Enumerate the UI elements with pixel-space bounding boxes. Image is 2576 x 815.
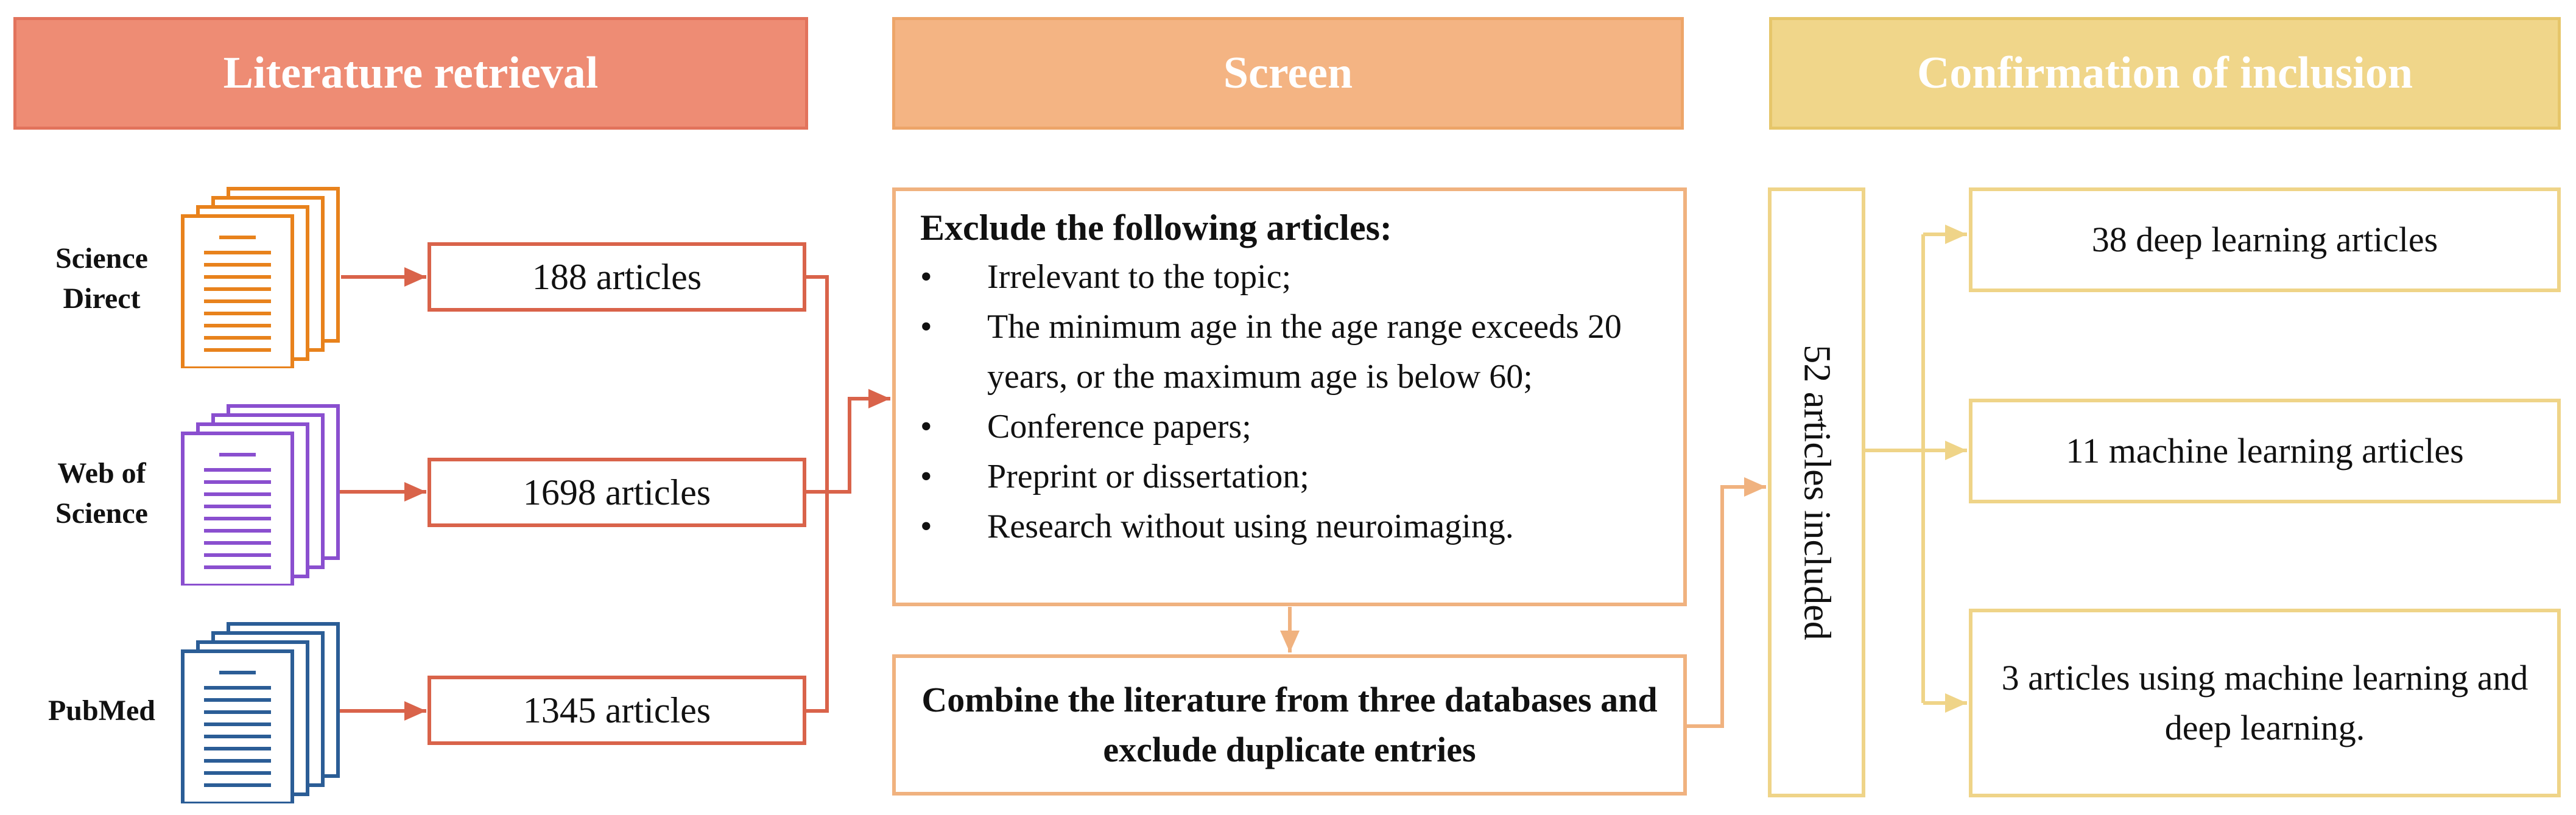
count-sciencedirect: 188 articles (428, 242, 806, 312)
db-name-sciencedirect-text: Science Direct (55, 242, 148, 315)
header-literature-retrieval: Literature retrieval (13, 17, 808, 130)
exclusion-title: Exclude the following articles: (920, 208, 1392, 248)
db-name-webofscience (13, 453, 190, 534)
exclusion-item: • Conference papers; (920, 402, 1666, 452)
header-confirmation-of-inclusion: Confirmation of inclusion (1769, 17, 2561, 130)
count-webofscience: 1698 articles (428, 458, 806, 527)
exclusion-criteria-box (892, 187, 1687, 606)
document-stack-icon (180, 621, 344, 803)
exclusion-list (920, 252, 1666, 551)
document-stack-icon (180, 403, 344, 586)
combine-box: Combine the literature from three databases and exclude duplicate entries (892, 654, 1687, 796)
arrow-to-screen (827, 399, 890, 492)
outcome-deep-learning: 38 deep learning articles (1969, 187, 2561, 292)
exclusion-item: • The minimum age in the age range exceeds 20 years, or the maximum age is below 60; (920, 302, 1666, 402)
exclusion-item: • Preprint or dissertation; (920, 452, 1666, 502)
arrow-combine-to-included (1687, 487, 1766, 726)
db-name-pubmed (13, 691, 190, 731)
outcome-both: 3 articles using machine learning and deep learning. (1969, 609, 2561, 797)
db-name-webofscience-text: Web of Science (55, 457, 148, 530)
count-pubmed: 1345 articles (428, 676, 806, 745)
header-screen: Screen (892, 17, 1684, 130)
included-count: 52 articles included (1796, 345, 1838, 640)
document-stack-icon (180, 186, 344, 368)
merge-bracket (806, 277, 827, 711)
exclusion-item: • Research without using neuroimaging. (920, 502, 1666, 551)
db-name-pubmed-text: PubMed (48, 694, 155, 727)
exclusion-item: • Irrelevant to the topic; (920, 252, 1666, 302)
db-name-sciencedirect (13, 239, 190, 319)
included-box (1768, 187, 1865, 797)
outcome-machine-learning: 11 machine learning articles (1969, 399, 2561, 503)
